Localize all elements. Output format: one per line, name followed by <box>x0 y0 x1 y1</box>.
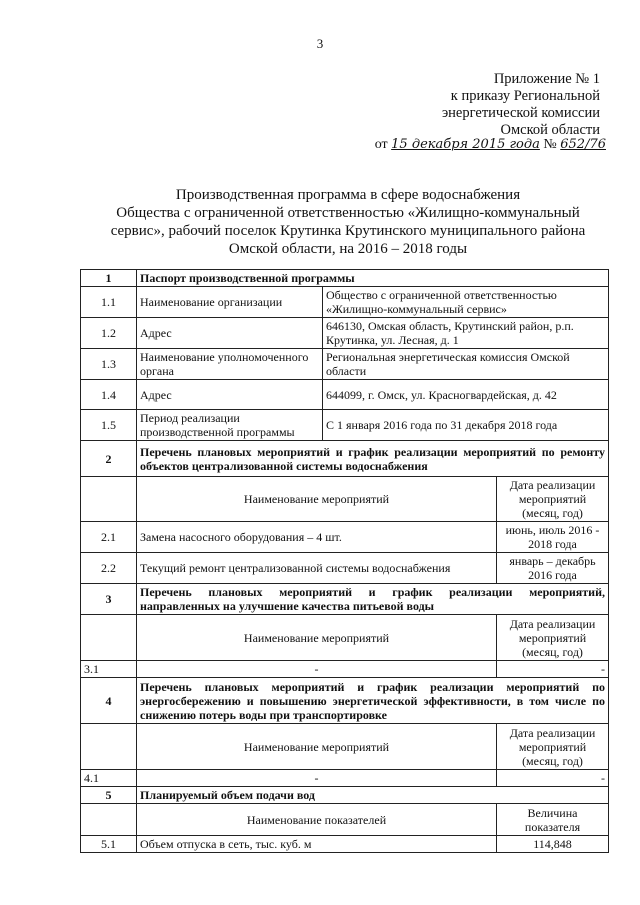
title-line-3: сервис», рабочий поселок Крутинка Крутинского муниципального района <box>110 223 586 239</box>
date-prefix: от <box>374 137 388 152</box>
page-number: 3 <box>316 36 324 51</box>
section-3-header-row <box>81 584 609 615</box>
table-row <box>81 287 609 318</box>
row-date: - <box>497 770 609 787</box>
row-value: Общество с ограниченной ответственностью «Жилищно-коммунальный сервис» <box>323 287 609 318</box>
row-label: Наименование организации <box>137 287 323 318</box>
section-number: 4 <box>81 678 137 724</box>
row-label: Период реализации производственной программы <box>137 410 323 441</box>
appendix-line-2: к приказу Региональной <box>450 88 600 104</box>
row-number: 1.4 <box>81 380 137 410</box>
table-row <box>81 661 609 678</box>
row-number: 1.2 <box>81 318 137 349</box>
row-name: Замена насосного оборудования – 4 шт. <box>137 522 497 553</box>
row-number: 4.1 <box>81 770 137 787</box>
section-header: Перечень плановых мероприятий и график реализации мероприятий по энергосбережению и повышению энергетической эффективности, в том числе по снижению потерь воды при транспортировке <box>137 678 609 724</box>
row-value: 114,848 <box>497 836 609 853</box>
row-number: 3.1 <box>81 661 137 678</box>
row-name: - <box>137 661 497 678</box>
table-row <box>81 318 609 349</box>
section-header: Планируемый объем подачи вод <box>137 787 609 804</box>
section-1-header-row <box>81 270 609 287</box>
row-number: 2.2 <box>81 553 137 584</box>
row-number: 5.1 <box>81 836 137 853</box>
empty-cell <box>81 724 137 770</box>
table-row <box>81 380 609 410</box>
table-row <box>81 836 609 853</box>
column-header-name: Наименование мероприятий <box>137 724 497 770</box>
section-header: Перечень плановых мероприятий и график реализации мероприятий по ремонту объектов централизованной системы водоснабжения <box>137 441 609 477</box>
row-value: 644099, г. Омск, ул. Красногвардейская, д. 42 <box>323 380 609 410</box>
program-table <box>80 269 609 853</box>
row-label: Адрес <box>137 318 323 349</box>
row-number: 1.5 <box>81 410 137 441</box>
row-date: июнь, июль 2016 - 2018 года <box>497 522 609 553</box>
section-header: Перечень плановых мероприятий и график реализации мероприятий, направленных на улучшение качества питьевой воды <box>137 584 609 615</box>
column-header-row <box>81 804 609 836</box>
title-line-2: Общества с ограниченной ответственностью «Жилищно-коммунальный <box>116 205 580 221</box>
column-header-value: Величина показателя <box>497 804 609 836</box>
empty-cell <box>81 804 137 836</box>
row-date: январь – декабрь 2016 года <box>497 553 609 584</box>
row-label: Адрес <box>137 380 323 410</box>
number-sign: № <box>543 137 557 152</box>
table-row <box>81 410 609 441</box>
handwritten-date: 15 декабря 2015 года <box>391 137 540 152</box>
column-header-name: Наименование мероприятий <box>137 477 497 522</box>
appendix-line-4: Омской области <box>500 122 600 138</box>
appendix-header <box>280 71 600 139</box>
section-number: 2 <box>81 441 137 477</box>
row-number: 1.3 <box>81 349 137 380</box>
title-line-4: Омской области, на 2016 – 2018 годы <box>228 241 468 257</box>
table-row <box>81 770 609 787</box>
row-name: Объем отпуска в сеть, тыс. куб. м <box>137 836 497 853</box>
row-date: - <box>497 661 609 678</box>
row-number: 1.1 <box>81 287 137 318</box>
section-2-header-row <box>81 441 609 477</box>
row-label: Наименование уполномоченного органа <box>137 349 323 380</box>
column-header-date: Дата реализации мероприятий (месяц, год) <box>497 615 609 661</box>
row-number: 2.1 <box>81 522 137 553</box>
document-title <box>80 186 616 258</box>
row-name: Текущий ремонт централизованной системы водоснабжения <box>137 553 497 584</box>
row-value: Региональная энергетическая комиссия Омской области <box>323 349 609 380</box>
row-value: 646130, Омская область, Крутинский район, р.п. Крутинка, ул. Лесная, д. 1 <box>323 318 609 349</box>
column-header-row <box>81 724 609 770</box>
order-date-number <box>375 137 606 153</box>
section-5-header-row <box>81 787 609 804</box>
section-number: 3 <box>81 584 137 615</box>
column-header-name: Наименование мероприятий <box>137 615 497 661</box>
appendix-line-1: Приложение № 1 <box>493 71 600 87</box>
title-line-1: Производственная программа в сфере водоснабжения <box>175 187 521 203</box>
column-header-row <box>81 615 609 661</box>
column-header-date: Дата реализации мероприятий (месяц, год) <box>497 724 609 770</box>
column-header-name: Наименование показателей <box>137 804 497 836</box>
empty-cell <box>81 615 137 661</box>
table-row <box>81 553 609 584</box>
section-number: 5 <box>81 787 137 804</box>
section-number: 1 <box>81 270 137 287</box>
column-header-date: Дата реализации мероприятий (месяц, год) <box>497 477 609 522</box>
table-row <box>81 349 609 380</box>
section-4-header-row <box>81 678 609 724</box>
row-name: - <box>137 770 497 787</box>
section-header: Паспорт производственной программы <box>137 270 609 287</box>
column-header-row <box>81 477 609 522</box>
empty-cell <box>81 477 137 522</box>
handwritten-number: 652/76 <box>560 137 606 152</box>
appendix-line-3: энергетической комиссии <box>441 105 600 121</box>
table-row <box>81 522 609 553</box>
row-value: С 1 января 2016 года по 31 декабря 2018 года <box>323 410 609 441</box>
